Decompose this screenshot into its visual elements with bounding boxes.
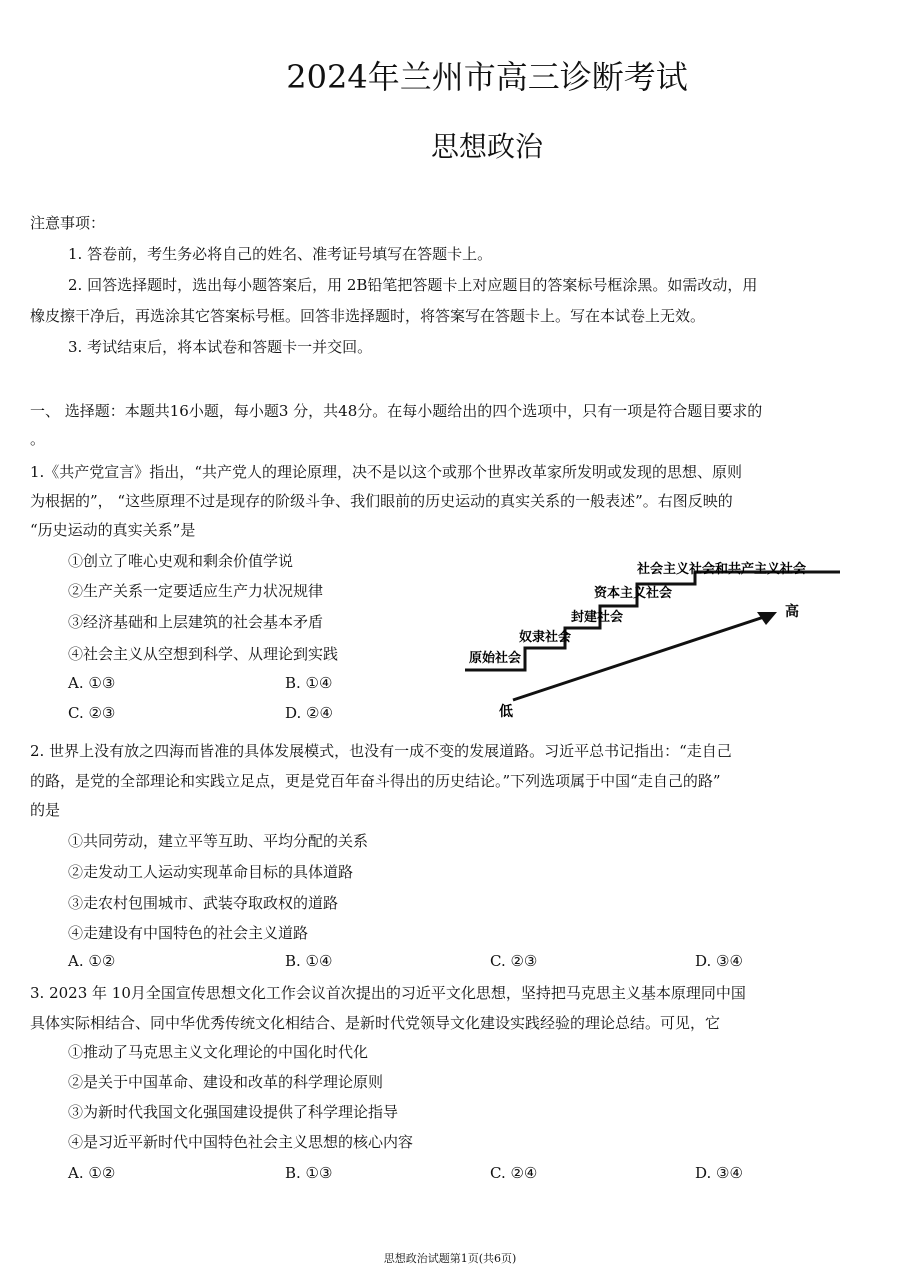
question-stem: 3. 2023 年 10月全国宣传思想文化工作会议首次提出的习近平文化思想，坚持把马克思主义基本原理同中国 — [30, 984, 746, 1002]
statement: ③为新时代我国文化强国建设提供了科学理论指导 — [68, 1103, 399, 1121]
step-label: 资本主义社会 — [594, 586, 673, 601]
question-stem: 具体实际相结合、同中华优秀传统文化相结合、是新时代党领导文化建设实践经验的理论总结。可见，它 — [30, 1014, 721, 1032]
question-stem: “历史运动的真实关系”是 — [30, 521, 196, 539]
option-a: A. ①② — [68, 952, 116, 970]
high-label: 高 — [785, 604, 799, 620]
section-instruction: 一、 选择题：本题共16小题，每小题3 分，共48分。在每小题给出的四个选项中，只有一项是符合题目要求的 — [30, 402, 763, 420]
option-d: D. ③④ — [695, 952, 743, 970]
option-c: C. ②③ — [490, 952, 538, 970]
notice-item: 1. 答卷前，考生务必将自己的姓名、准考证号填写在答题卡上。 — [68, 245, 493, 263]
option-a: A. ①③ — [68, 674, 116, 692]
statement: ③经济基础和上层建筑的社会基本矛盾 — [68, 613, 324, 631]
option-a: A. ①② — [68, 1164, 116, 1182]
section-instruction-tail: 。 — [30, 430, 46, 448]
statement: ①共同劳动，建立平等互助、平均分配的关系 — [68, 832, 369, 850]
statement: ③走农村包围城市、武装夺取政权的道路 — [68, 894, 339, 912]
option-c: C. ②④ — [490, 1164, 538, 1182]
statement: ④走建设有中国特色的社会主义道路 — [68, 924, 309, 942]
step-label: 封建社会 — [571, 610, 624, 625]
option-c: C. ②③ — [68, 704, 116, 722]
option-b: B. ①③ — [285, 1164, 333, 1182]
option-d: D. ②④ — [285, 704, 333, 722]
notice-item: 3. 考试结束后，将本试卷和答题卡一并交回。 — [68, 338, 373, 356]
statement: ②走发动工人运动实现革命目标的具体道路 — [68, 863, 354, 881]
society-stairs-figure — [455, 548, 855, 723]
trend-arrow-line — [513, 616, 767, 700]
low-label: 低 — [499, 704, 513, 720]
step-label: 社会主义社会和共产主义社会 — [637, 562, 807, 577]
exam-title: 2024年兰州市高三诊断考试 — [286, 58, 688, 96]
statement: ④是习近平新时代中国特色社会主义思想的核心内容 — [68, 1133, 414, 1151]
notice-item: 2. 回答选择题时，选出每小题答案后，用 2B铅笔把答题卡上对应题目的答案标号框涂黑。如需改动，用 — [68, 276, 758, 294]
question-stem: 为根据的”， “这些原理不过是现存的阶级斗争、我们眼前的历史运动的真实关系的一般表述”。右图反映的 — [30, 492, 733, 510]
notice-heading: 注意事项： — [30, 214, 106, 232]
statement: ②是关于中国革命、建设和改革的科学理论原则 — [68, 1073, 384, 1091]
option-d: D. ③④ — [695, 1164, 743, 1182]
step-label: 奴隶社会 — [519, 630, 572, 645]
statement: ①推动了马克思主义文化理论的中国化时代化 — [68, 1043, 369, 1061]
subject-title: 思想政治 — [430, 130, 543, 163]
question-stem: 的路，是党的全部理论和实践立足点，更是党百年奋斗得出的历史结论。”下列选项属于中国“走自己的路” — [30, 772, 721, 790]
question-stem: 的是 — [30, 801, 61, 819]
statement: ④社会主义从空想到科学、从理论到实践 — [68, 645, 339, 663]
option-b: B. ①④ — [285, 952, 333, 970]
statement: ①创立了唯心史观和剩余价值学说 — [68, 552, 294, 570]
option-b: B. ①④ — [285, 674, 333, 692]
question-stem: 2. 世界上没有放之四海而皆准的具体发展模式，也没有一成不变的发展道路。习近平总书记指出：“走自己 — [30, 742, 732, 760]
step-label: 原始社会 — [469, 651, 522, 666]
page-footer: 思想政治试题第1页(共6页) — [383, 1252, 517, 1265]
statement: ②生产关系一定要适应生产力状况规律 — [68, 582, 324, 600]
question-stem: 1.《共产党宣言》指出，“共产党人的理论原理，决不是以这个或那个世界改革家所发明或发现的思想、原则 — [30, 463, 742, 481]
notice-item: 橡皮擦干净后，再选涂其它答案标号框。回答非选择题时，将答案写在答题卡上。写在本试卷上无效。 — [30, 307, 706, 325]
